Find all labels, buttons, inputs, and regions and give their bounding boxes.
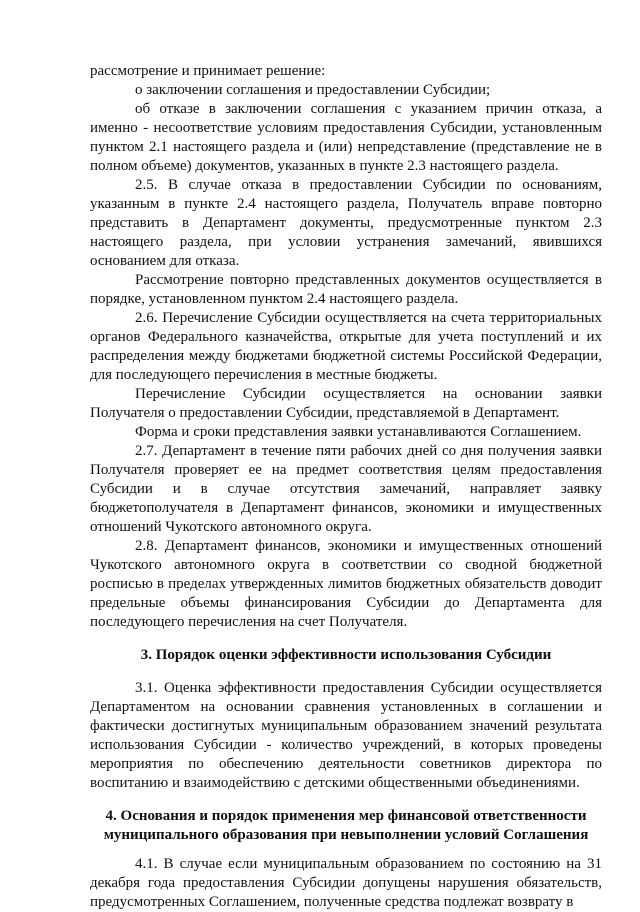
paragraph-4-1: 4.1. В случае если муниципальным образованием по состоянию на 31 декабря года предоставления Субсидии допущены нарушения обязательств, предусмотренных Соглашением, полученные средства подлежат возврату в	[90, 856, 602, 910]
paragraph-application-form: Форма и сроки представления заявки устанавливаются Соглашением.	[135, 424, 582, 440]
paragraph-transfer-basis: Перечисление Субсидии осуществляется на основании заявки Получателя о предоставлении Субсидии, представляемой в Департамент.	[90, 386, 602, 421]
paragraph-2-7: 2.7. Департамент в течение пяти рабочих дней со дня получения заявки Получателя проверяет ее на предмет соответствия целям предоставления Субсидии и в случае отсутствия замечаний, направляет заявку бюджетополучателя в Департамент финансов, экономики и имущественных отношений Чукотского автономного округа.	[90, 443, 602, 535]
section-3-heading: 3. Порядок оценки эффективности использования Субсидии	[140, 647, 552, 663]
paragraph-decision-option-1: о заключении соглашения и предоставлении Субсидии;	[135, 82, 491, 98]
paragraph-2-8: 2.8. Департамент финансов, экономики и имущественных отношений Чукотского автономного округа в соответствии со сводной бюджетной росписью в пределах утвержденных лимитов бюджетных обязательств доводит предельные объемы финансирования Субсидии до Департамента для последующего перечисления на счет Получателя.	[90, 538, 602, 630]
section-4-heading-line-1: 4. Основания и порядок применения мер финансовой ответственности	[105, 808, 587, 824]
paragraph-continuation: рассмотрение и принимает решение:	[90, 63, 326, 79]
section-4-heading	[90, 807, 602, 845]
section-4-heading-line-2: муниципального образования при невыполнении условий Соглашения	[103, 827, 589, 843]
paragraph-decision-option-2: об отказе в заключении соглашения с указанием причин отказа, а именно - несоответствие условиям предоставления Субсидии, установленным пунктом 2.1 настоящего раздела и (или) непредставление (представление не в полном объеме) документов, указанных в пункте 2.3 настоящего раздела.	[90, 101, 602, 174]
paragraph-2-5: 2.5. В случае отказа в предоставлении Субсидии по основаниям, указанным в пункте 2.4 настоящего раздела, Получатель вправе повторно представить в Департамент документы, предусмотренные пунктом 2.3 настоящего раздела, при условии устранения замечаний, явившихся основанием для отказа.	[90, 177, 602, 269]
paragraph-2-6: 2.6. Перечисление Субсидии осуществляется на счета территориальных органов Федерального казначейства, открытые для учета поступлений и их распределения между бюджетами бюджетной системы Российской Федерации, для последующего перечисления в местные бюджеты.	[90, 310, 602, 383]
paragraph-resubmission: Рассмотрение повторно представленных документов осуществляется в порядке, установленном пунктом 2.4 настоящего раздела.	[90, 272, 602, 307]
paragraph-3-1: 3.1. Оценка эффективности предоставления Субсидии осуществляется Департаментом на основании сравнения установленных в соглашении и фактически достигнутых муниципальным образованием значений результата использования Субсидии - количество учреждений, в которых проведены мероприятия по обеспечению деятельности советников директора по воспитанию и взаимодействию с детскими общественными объединениями.	[90, 680, 602, 791]
document-page	[90, 62, 602, 912]
